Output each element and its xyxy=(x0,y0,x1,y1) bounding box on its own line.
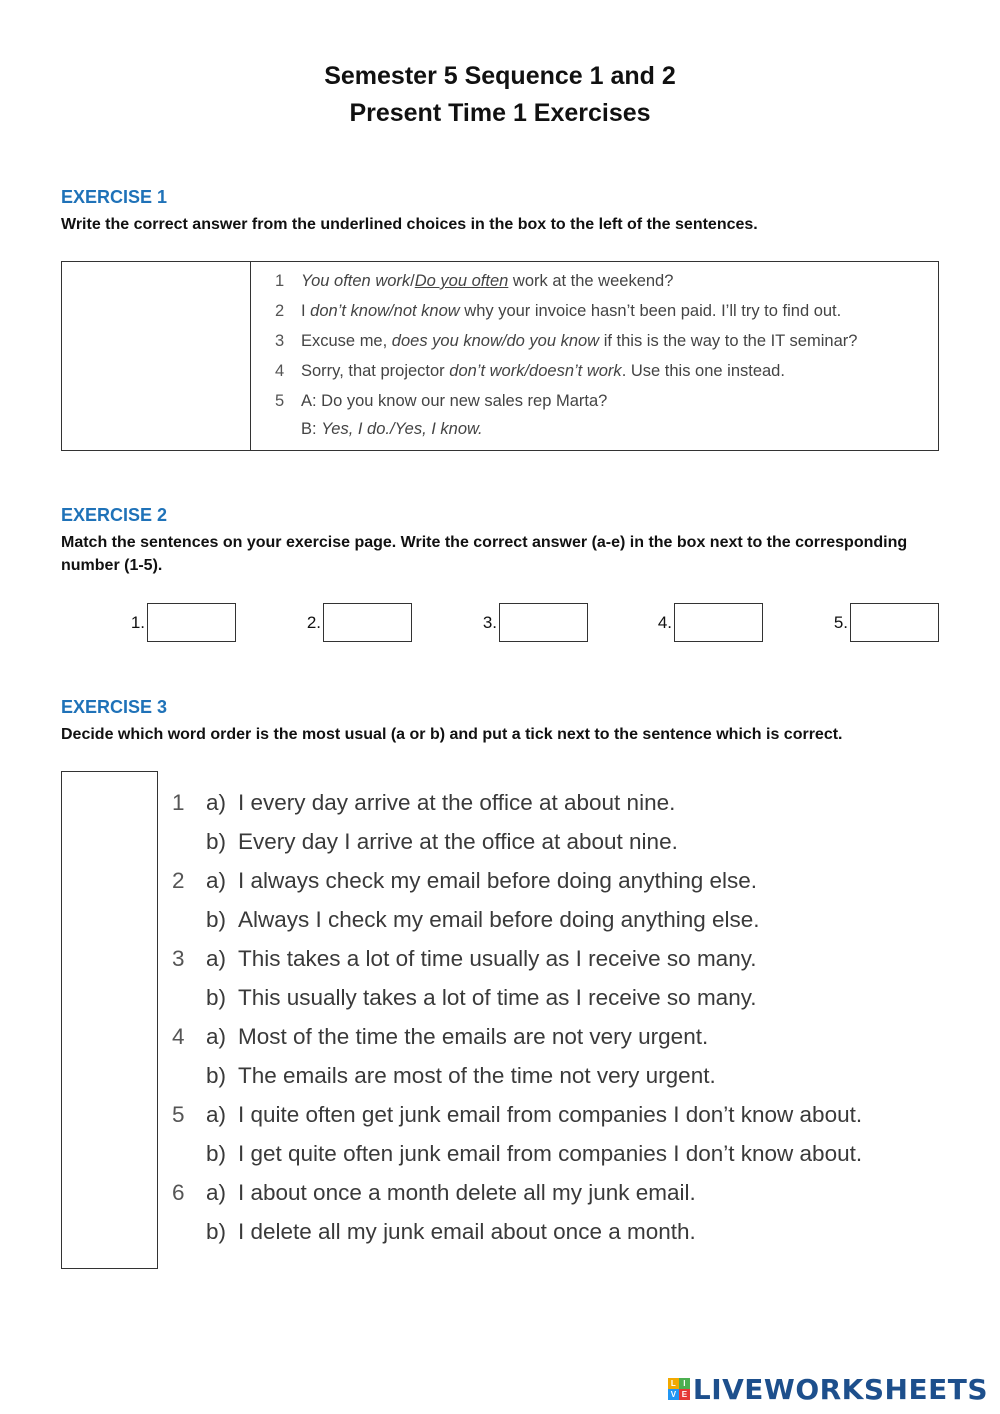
exercise-1-sentence xyxy=(275,332,857,351)
answer-choice-text: does you know/do you know xyxy=(391,332,600,350)
exercise-3-option-a xyxy=(172,790,675,816)
option-letter: b) xyxy=(206,907,227,932)
option-letter: a) xyxy=(206,1024,227,1049)
option-sentence: I get quite often junk email from companies I don’t know about. xyxy=(238,1141,863,1166)
sentence-number: 5 xyxy=(275,392,285,410)
option-letter: a) xyxy=(206,790,227,815)
option-letter: a) xyxy=(206,1102,227,1127)
logo-tile: V xyxy=(668,1389,679,1400)
exercise-1-sentence xyxy=(275,420,483,439)
exercise-2-heading: EXERCISE 2 xyxy=(61,505,168,525)
sentence-text: Excuse me, xyxy=(301,332,392,350)
match-label: 2. xyxy=(306,613,321,632)
liveworksheets-logo-icon xyxy=(668,1378,690,1400)
exercise-1-sentence xyxy=(275,302,841,321)
option-letter: b) xyxy=(206,1141,227,1166)
option-sentence: I about once a month delete all my junk email. xyxy=(238,1180,696,1205)
exercise-3-option-a xyxy=(172,946,757,972)
sentence-number: 1 xyxy=(275,272,285,290)
logo-text: LIVEWORKSHEETS xyxy=(692,1372,988,1406)
title-line-1: Semester 5 Sequence 1 and 2 xyxy=(324,62,676,90)
match-answer-box-5[interactable] xyxy=(850,603,939,642)
option-letter: b) xyxy=(206,1063,227,1088)
exercise-1-heading: EXERCISE 1 xyxy=(61,187,168,207)
match-answer-box-3[interactable] xyxy=(499,603,588,642)
exercise-2-instruction: Match the sentences on your exercise page. Write the correct answer (a-e) in the box next to the corresponding number (1-5). xyxy=(61,534,908,574)
option-letter: a) xyxy=(206,1180,227,1205)
exercise-1-answer-box[interactable] xyxy=(62,262,251,450)
exercise-1-table xyxy=(61,261,939,451)
match-label: 4. xyxy=(657,613,672,632)
exercise-3-heading: EXERCISE 3 xyxy=(61,697,168,717)
sentence-text: B: xyxy=(301,420,322,438)
sentence-number: 2 xyxy=(275,302,285,320)
option-sentence: This takes a lot of time usually as I receive so many. xyxy=(238,946,757,971)
item-number: 1 xyxy=(172,790,185,815)
option-sentence: Most of the time the emails are not very urgent. xyxy=(238,1024,709,1049)
match-answer-box-1[interactable] xyxy=(147,603,236,642)
option-letter: a) xyxy=(206,946,227,971)
answer-choice-text: don’t know/not know xyxy=(310,302,460,320)
exercise-3-option-b xyxy=(172,829,678,855)
answer-choice-text: Do you often xyxy=(414,272,509,290)
option-sentence: This usually takes a lot of time as I receive so many. xyxy=(238,985,757,1010)
exercise-1-sentence xyxy=(275,362,785,381)
exercise-3-option-a xyxy=(172,1180,696,1206)
option-letter: b) xyxy=(206,1219,227,1244)
exercise-3-option-b xyxy=(172,1219,696,1245)
option-letter: a) xyxy=(206,868,227,893)
exercise-1-sentence xyxy=(275,392,607,411)
item-number: 5 xyxy=(172,1102,185,1127)
sentence-text: work at the weekend? xyxy=(508,272,674,290)
sentence-text: A: Do you know our new sales rep Marta? xyxy=(301,392,608,410)
logo-tile: E xyxy=(679,1389,690,1400)
match-label: 1. xyxy=(130,613,145,632)
exercise-1-instruction: Write the correct answer from the underlined choices in the box to the left of the sentences. xyxy=(61,216,758,233)
option-sentence: I quite often get junk email from companies I don’t know about. xyxy=(238,1102,863,1127)
match-answer-box-4[interactable] xyxy=(674,603,763,642)
item-number: 2 xyxy=(172,868,185,893)
sentence-text: . Use this one instead. xyxy=(621,362,785,380)
logo-tile: L xyxy=(668,1378,679,1389)
option-sentence: I always check my email before doing anything else. xyxy=(238,868,758,893)
exercise-3-answer-box[interactable] xyxy=(61,771,158,1269)
sentence-text: I xyxy=(301,302,311,320)
sentence-text: why your invoice hasn’t been paid. I’ll try to find out. xyxy=(459,302,842,320)
option-letter: b) xyxy=(206,829,227,854)
answer-choice-text: You often work xyxy=(301,272,411,290)
exercise-3-option-a xyxy=(172,1024,708,1050)
item-number: 4 xyxy=(172,1024,185,1049)
sentence-text: if this is the way to the IT seminar? xyxy=(599,332,858,350)
liveworksheets-logo xyxy=(668,1372,988,1406)
item-number: 6 xyxy=(172,1180,185,1205)
sentence-number: 4 xyxy=(275,362,285,380)
answer-choice-text: Yes, I do./Yes, I know. xyxy=(321,420,483,438)
logo-tile: I xyxy=(679,1378,690,1389)
sentence-number: 3 xyxy=(275,332,285,350)
exercise-3-option-b xyxy=(172,1063,716,1089)
exercise-3-instruction: Decide which word order is the most usual (a or b) and put a tick next to the sentence which is correct. xyxy=(61,726,843,743)
option-sentence: The emails are most of the time not very urgent. xyxy=(238,1063,716,1088)
exercise-3-option-b xyxy=(172,907,760,933)
match-answer-box-2[interactable] xyxy=(323,603,412,642)
option-sentence: I every day arrive at the office at about nine. xyxy=(238,790,676,815)
sentence-text: Sorry, that projector xyxy=(301,362,450,380)
exercise-3-option-a xyxy=(172,868,757,894)
option-sentence: Always I check my email before doing anything else. xyxy=(238,907,760,932)
option-sentence: I delete all my junk email about once a month. xyxy=(238,1219,696,1244)
exercise-1-sentence xyxy=(275,272,673,291)
option-sentence: Every day I arrive at the office at about nine. xyxy=(238,829,678,854)
exercise-3-option-b xyxy=(172,1141,862,1167)
exercise-2-answer-row xyxy=(0,603,1000,645)
option-letter: b) xyxy=(206,985,227,1010)
match-label: 5. xyxy=(833,613,848,632)
answer-choice-text: don’t work/doesn’t work xyxy=(449,362,622,380)
match-label: 3. xyxy=(482,613,497,632)
sentence-text: / xyxy=(410,272,415,290)
title-line-2: Present Time 1 Exercises xyxy=(349,99,651,127)
exercise-3-option-a xyxy=(172,1102,862,1128)
item-number: 3 xyxy=(172,946,185,971)
exercise-3-option-b xyxy=(172,985,757,1011)
